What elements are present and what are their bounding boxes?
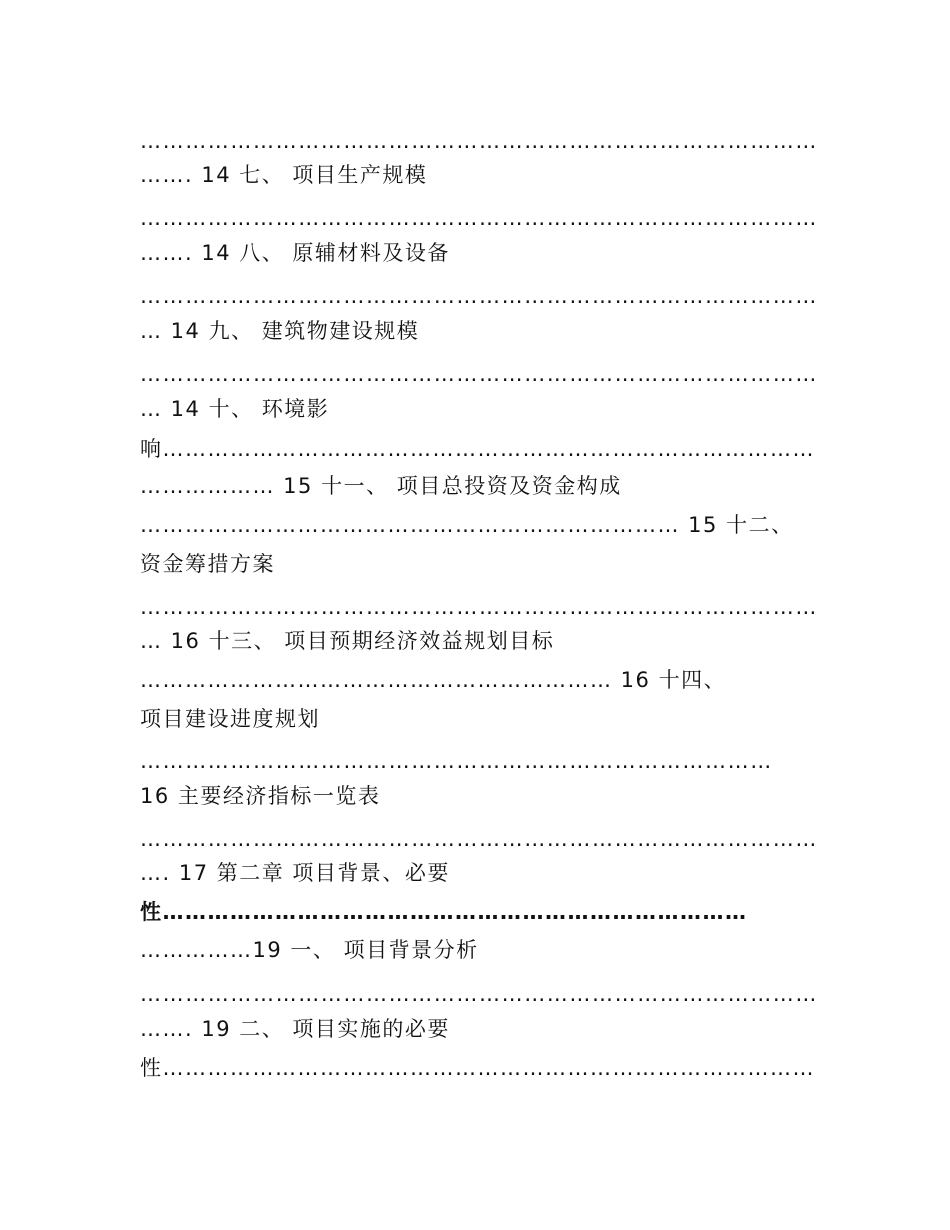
toc-entry: 16 主要经济指标一览表	[140, 784, 381, 808]
toc-entry: 性……………………………………………………………………………	[140, 1056, 815, 1080]
toc-leader-line: ………………………………………………………………………………	[140, 206, 818, 230]
toc-entry: ……. 14 八、 原辅材料及设备	[140, 241, 450, 265]
toc-leader-line: ………………………………………………………………………………	[140, 982, 818, 1006]
toc-leader-line: ………………………………………………………………………………	[140, 129, 818, 153]
toc-leader-line: …………………………………………………………………………	[140, 749, 773, 773]
toc-leader-line: ………………………………………………………………………………	[140, 827, 818, 851]
toc-entry: … 14 九、 建筑物建设规模	[140, 319, 420, 343]
toc-entry: ……………19 一、 项目背景分析	[140, 938, 479, 962]
toc-entry: 性……………………………………………………………………	[140, 900, 748, 924]
toc-entry: 项目建设进度规划	[140, 707, 320, 731]
toc-entry: …. 17 第二章 项目背景、必要	[140, 861, 450, 885]
toc-leader-line: ………………………………………………………………………………	[140, 284, 818, 308]
toc-entry: … 14 十、 环境影	[140, 397, 330, 421]
toc-entry: ……………………………………………………………… 15 十二、	[140, 513, 794, 537]
toc-leader-line: ………………………………………………………………………………	[140, 595, 818, 619]
toc-entry: 资金筹措方案	[140, 552, 275, 576]
toc-leader-line: ………………………………………………………………………………	[140, 362, 818, 386]
toc-entry: ……. 19 二、 项目实施的必要	[140, 1017, 450, 1041]
toc-entry: … 16 十三、 项目预期经济效益规划目标	[140, 629, 555, 653]
toc-entry: 响……………………………………………………………………………	[140, 437, 815, 461]
toc-entry: ……………………………………………………… 16 十四、	[140, 668, 727, 692]
toc-entry: ……. 14 七、 项目生产规模	[140, 163, 428, 187]
toc-entry: ……………… 15 十一、 项目总投资及资金构成	[140, 474, 622, 498]
